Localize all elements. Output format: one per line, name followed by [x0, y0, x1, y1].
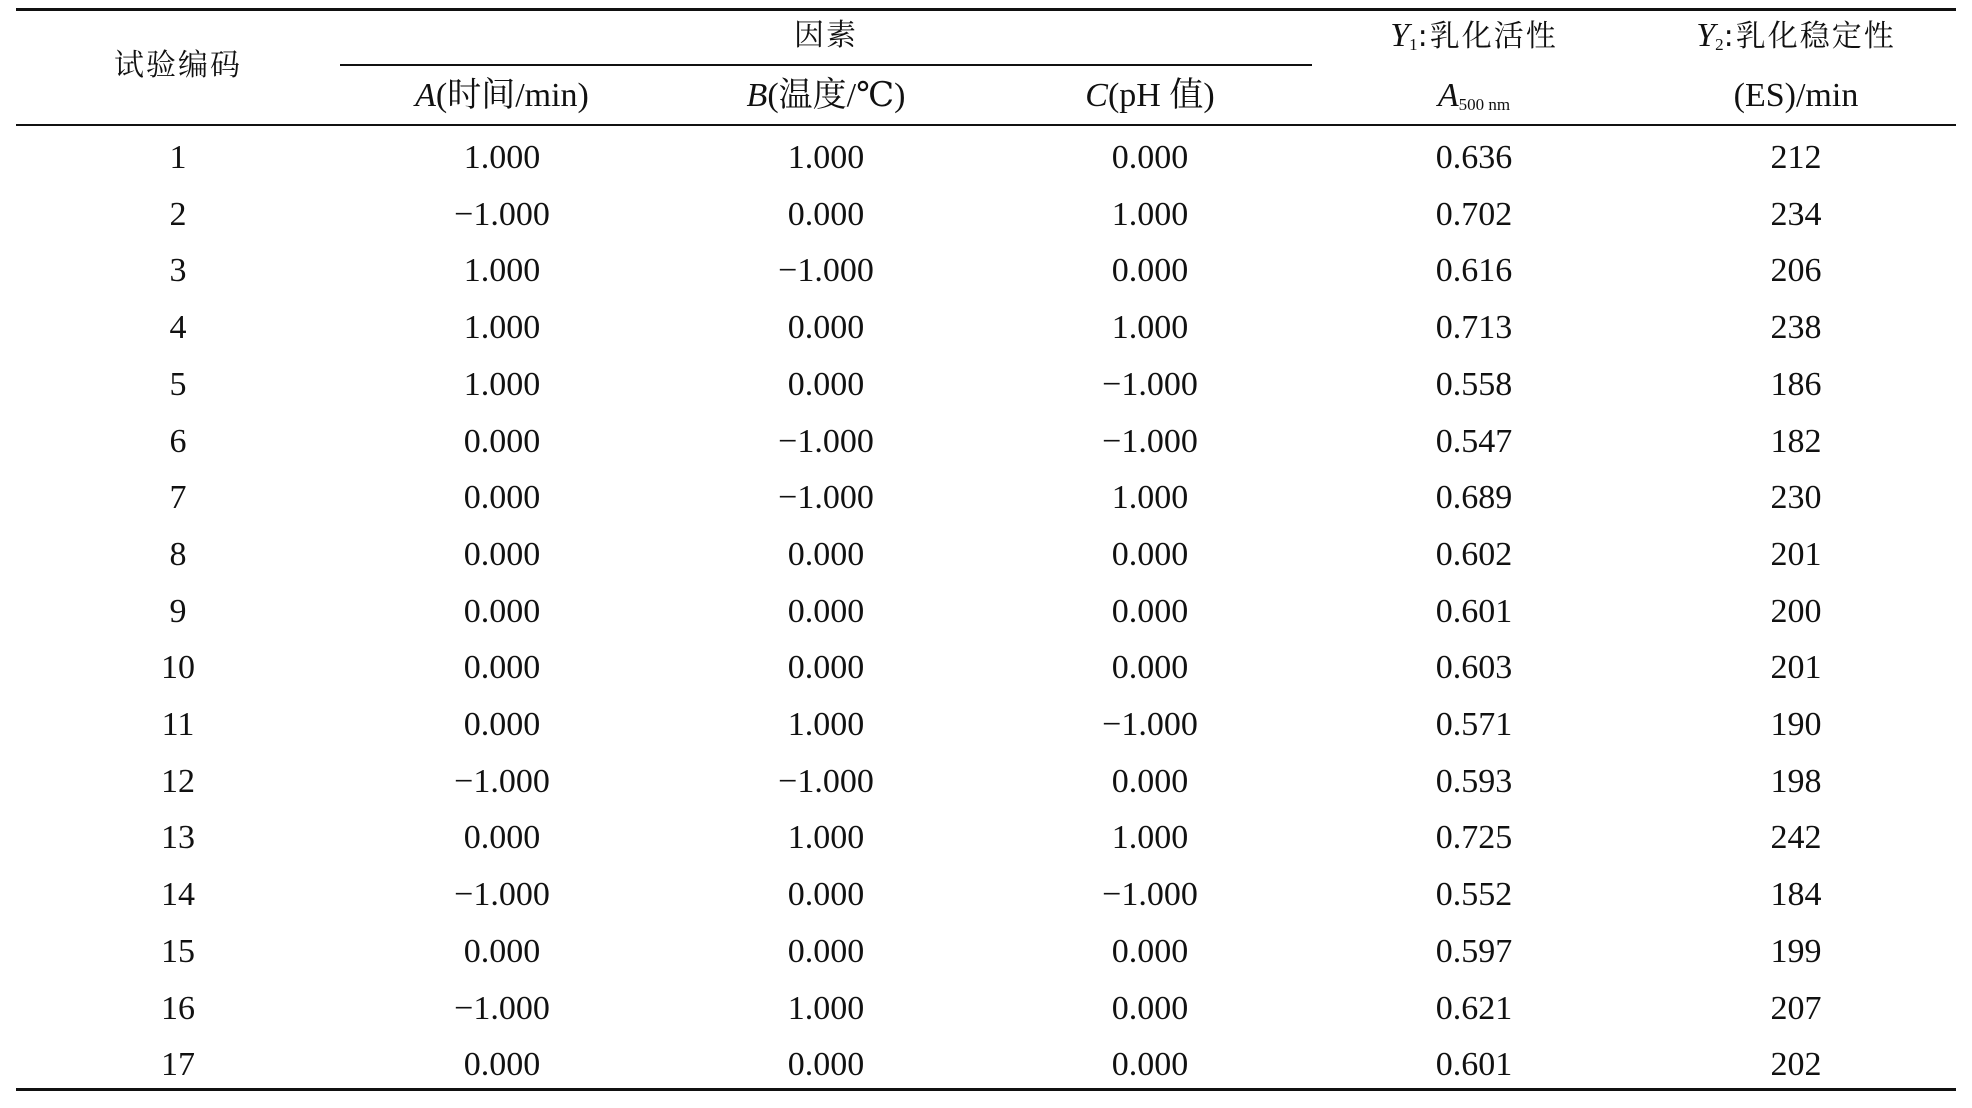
cell-trial-code: 12: [161, 762, 195, 800]
cell-y2-value: 184: [1770, 876, 1822, 914]
table-row: [0, 527, 1972, 584]
cell-y1-value: 0.616: [1435, 252, 1513, 290]
cell-y1-value: 0.558: [1435, 365, 1513, 403]
header-y1-unit-sub: 500 nm: [1458, 95, 1511, 114]
cell-factor-b: 1.000: [787, 139, 865, 176]
header-y2: [1636, 16, 1956, 56]
cell-y1-value: 0.571: [1435, 706, 1513, 743]
cell-trial-code: 3: [169, 252, 187, 290]
cell-y1-value: 0.713: [1435, 309, 1513, 347]
header-y1-sub: 1: [1409, 35, 1418, 54]
cell-y1-value: 0.602: [1435, 535, 1513, 573]
cell-y1-value: 0.597: [1435, 932, 1513, 970]
table-row: [0, 640, 1972, 697]
cell-y2-value: 202: [1770, 1046, 1822, 1084]
cell-y1-value: 0.702: [1435, 195, 1513, 233]
cell-trial-code: 2: [169, 195, 187, 233]
cell-factor-c: 0.000: [1111, 1046, 1189, 1084]
cell-trial-code: 15: [161, 932, 195, 970]
cell-factor-a: −1.000: [454, 989, 550, 1027]
cell-trial-code: 9: [169, 592, 187, 630]
cell-factor-c: 0.000: [1111, 762, 1189, 800]
header-y2-sub: 2: [1715, 35, 1724, 54]
cell-y1-value: 0.621: [1435, 989, 1513, 1027]
table-row: [0, 924, 1972, 981]
cell-factor-c: −1.000: [1102, 706, 1198, 743]
header-y2-label: :乳化稳定性: [1723, 19, 1896, 54]
table-row: [0, 584, 1972, 641]
cell-factor-c: 0.000: [1111, 932, 1189, 970]
cell-y1-value: 0.552: [1435, 876, 1513, 914]
cell-factor-c: 1.000: [1111, 195, 1189, 233]
cell-factor-c: −1.000: [1102, 876, 1198, 914]
cell-factor-a: 0.000: [463, 706, 541, 743]
cell-y2-value: 206: [1770, 252, 1822, 290]
table-row: [0, 300, 1972, 357]
cell-factor-a: 0.000: [463, 592, 541, 630]
cell-y1-value: 0.603: [1435, 649, 1513, 687]
header-bottom-rule: [16, 124, 1956, 126]
cell-factor-a: −1.000: [454, 762, 550, 800]
header-factor-a: [340, 76, 664, 116]
cell-factor-c: −1.000: [1102, 422, 1198, 460]
cell-factor-b: −1.000: [778, 422, 874, 460]
cell-trial-code: 7: [169, 479, 187, 517]
table-row: [0, 470, 1972, 527]
cell-y2-value: 234: [1770, 195, 1822, 233]
header-y2-var: Y: [1696, 17, 1716, 54]
table-row: [0, 414, 1972, 471]
cell-factor-b: 1.000: [787, 819, 865, 857]
cell-factor-b: 0.000: [787, 365, 865, 403]
table-row: [0, 243, 1972, 300]
cell-y2-value: 199: [1770, 932, 1822, 970]
cell-y2-value: 242: [1770, 819, 1822, 857]
cell-factor-c: 0.000: [1111, 535, 1189, 573]
table-top-rule: [16, 8, 1956, 11]
cell-factor-c: 0.000: [1111, 592, 1189, 630]
table-row: [0, 1037, 1972, 1094]
cell-factor-c: 0.000: [1111, 252, 1189, 290]
cell-factor-c: 0.000: [1111, 139, 1189, 176]
cell-y2-value: 238: [1770, 309, 1822, 347]
cell-factor-c: 0.000: [1111, 649, 1189, 687]
factor-group-rule: [340, 64, 1312, 66]
cell-factor-b: 1.000: [787, 706, 865, 743]
cell-y1-value: 0.689: [1435, 479, 1513, 517]
cell-y1-value: 0.636: [1435, 139, 1513, 176]
cell-trial-code: 10: [161, 649, 195, 687]
cell-factor-a: −1.000: [454, 195, 550, 233]
table-row: [0, 130, 1972, 187]
cell-trial-code: 17: [161, 1046, 195, 1084]
table-row: [0, 754, 1972, 811]
cell-y1-value: 0.547: [1435, 422, 1513, 460]
cell-factor-b: 0.000: [787, 932, 865, 970]
cell-trial-code: 8: [169, 535, 187, 573]
cell-trial-code: 13: [161, 819, 195, 857]
header-factor-c-label: (pH 值): [1107, 77, 1215, 114]
header-y1-label: :乳化活性: [1417, 19, 1558, 54]
cell-y1-value: 0.593: [1435, 762, 1513, 800]
cell-factor-b: 0.000: [787, 195, 865, 233]
cell-y2-value: 198: [1770, 762, 1822, 800]
cell-factor-a: 0.000: [463, 479, 541, 517]
cell-factor-b: 0.000: [787, 535, 865, 573]
cell-y2-value: 190: [1770, 706, 1822, 743]
cell-factor-a: −1.000: [454, 876, 550, 914]
cell-factor-b: −1.000: [778, 762, 874, 800]
cell-y2-value: 201: [1770, 535, 1822, 573]
table-row: [0, 810, 1972, 867]
cell-factor-c: −1.000: [1102, 365, 1198, 403]
cell-factor-b: 1.000: [787, 989, 865, 1027]
cell-factor-b: 0.000: [787, 649, 865, 687]
cell-factor-a: 0.000: [463, 1046, 541, 1084]
cell-y2-value: 207: [1770, 989, 1822, 1027]
cell-y2-value: 201: [1770, 649, 1822, 687]
header-y1: [1312, 16, 1636, 56]
cell-trial-code: 4: [169, 309, 187, 347]
header-factor-b-label: (温度/℃): [767, 77, 906, 114]
cell-y2-value: 230: [1770, 479, 1822, 517]
cell-factor-b: 0.000: [787, 592, 865, 630]
header-factor-c: [988, 76, 1312, 116]
cell-factor-a: 1.000: [463, 365, 541, 403]
header-y1-unit-var: A: [1437, 77, 1459, 114]
cell-factor-a: 0.000: [463, 932, 541, 970]
header-factor-a-var: A: [415, 77, 436, 114]
header-factor-a-label: (时间/min): [435, 77, 589, 114]
header-factors: 因素: [794, 18, 858, 53]
table-row: [0, 187, 1972, 244]
cell-trial-code: 16: [161, 989, 195, 1027]
cell-factor-a: 0.000: [463, 819, 541, 857]
cell-factor-a: 1.000: [463, 309, 541, 347]
cell-y1-value: 0.725: [1435, 819, 1513, 857]
cell-factor-a: 0.000: [463, 535, 541, 573]
header-y1-var: Y: [1390, 17, 1410, 54]
cell-factor-b: 0.000: [787, 876, 865, 914]
table-row: [0, 981, 1972, 1038]
header-trial-code: 试验编码: [114, 48, 242, 83]
cell-y1-value: 0.601: [1435, 592, 1513, 630]
cell-factor-b: 0.000: [787, 1046, 865, 1084]
cell-factor-b: 0.000: [787, 309, 865, 347]
cell-trial-code: 11: [161, 706, 195, 743]
cell-trial-code: 6: [169, 422, 187, 460]
table-row: [0, 357, 1972, 414]
cell-y1-value: 0.601: [1435, 1046, 1513, 1084]
cell-factor-c: 1.000: [1111, 479, 1189, 517]
header-factor-b-var: B: [746, 77, 768, 114]
header-y2-unit: (ES)/min: [1733, 77, 1859, 114]
cell-y2-value: 200: [1770, 592, 1822, 630]
header-y1-unit: [1312, 76, 1636, 116]
header-factor-b: [664, 76, 988, 116]
table-row: [0, 867, 1972, 924]
cell-y2-value: 182: [1770, 422, 1822, 460]
cell-factor-c: 1.000: [1111, 819, 1189, 857]
cell-factor-a: 0.000: [463, 422, 541, 460]
cell-y2-value: 212: [1770, 139, 1822, 176]
cell-trial-code: 14: [161, 876, 195, 914]
cell-factor-b: −1.000: [778, 479, 874, 517]
table-row: [0, 697, 1972, 754]
cell-factor-c: 0.000: [1111, 989, 1189, 1027]
cell-factor-a: 1.000: [463, 139, 541, 176]
cell-factor-a: 0.000: [463, 649, 541, 687]
cell-factor-a: 1.000: [463, 252, 541, 290]
cell-trial-code: 5: [169, 365, 187, 403]
cell-factor-c: 1.000: [1111, 309, 1189, 347]
cell-factor-b: −1.000: [778, 252, 874, 290]
cell-y2-value: 186: [1770, 365, 1822, 403]
header-factor-c-var: C: [1085, 77, 1108, 114]
cell-trial-code: 1: [169, 139, 187, 176]
